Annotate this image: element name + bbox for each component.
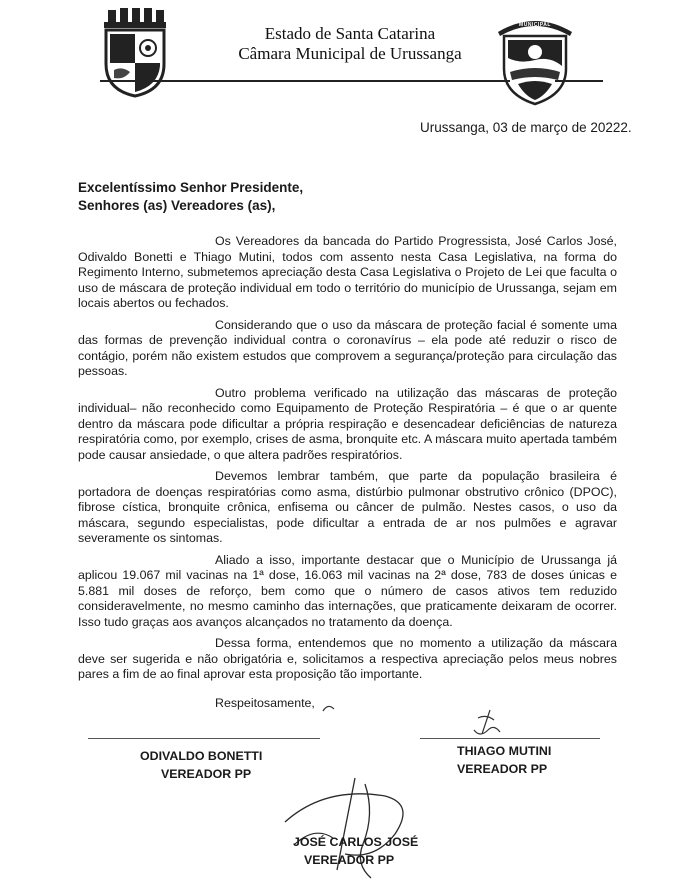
signer-left-role: VEREADOR PP [161,767,252,781]
signer-right-name: THIAGO MUTINI [457,744,552,758]
body-paragraph: Os Vereadores da bancada do Partido Progressista, José Carlos José, Odivaldo Bonetti e Thiago Mutini, todos com assento nesta Casa Legislativa, na forma do Regimento Interno, submetemos apreciação desta Casa Legislativa o Projeto de Lei que faculta o uso de máscara de proteção individual em todo o território do município de Urussanga, sejam em locais abertos ou fechados. [78,234,617,310]
body-paragraph: Aliado a isso, importante destacar que o Município de Urussanga já aplicou 19.067 mil vacinas na 1ª dose, 16.063 mil vacinas na 2ª dose, 783 de doses únicas e 5.881 mil doses de reforço, bem como que o número de casos ativos tem reduzido consideravelmente, no mesmo caminho das internações, que praticamente deixaram de ocorrer. Isso tudo graças aos avanços alcançados no tratamento da doença. [78,552,617,629]
signature-line-left [88,738,320,739]
closing-mark-icon [322,700,336,718]
signer-right-role: VEREADOR PP [457,762,548,776]
state-name: Estado de Santa Catarina [264,24,436,43]
signer-left-name: ODIVALDO BONETTI [140,749,263,763]
seal-text: PODER LEGISLATIVO MUNICIPAL [504,16,566,28]
body-paragraph: Considerando que o uso da máscara de proteção facial é somente uma das formas de prevenção individual contra o coronavírus – ela pode até reduzir o risco de contágio, porém não existem estudos que comprovem a segurança/proteção para circulação das pessoas. [78,317,617,378]
legislative-seal-icon [490,14,580,106]
signer-bottom-name: JOSÉ CARLOS JOSÉ [293,835,419,849]
signer-bottom-role: VEREADOR PP [304,853,395,867]
signature-bottom-scribble-icon [275,774,425,889]
salutation-line-2: Senhores (as) Vereadores (as), [78,198,276,213]
header-divider-left [100,80,510,82]
signature-right-scribble-icon [460,708,510,747]
body-paragraph: Outro problema verificado na utilização das máscaras de proteção individual– não reconhecido como Equipamento de Proteção Respiratória – é que o ar quente dentro da máscara pode dificultar a própria respiração e desencadear deficiências de natureza respiratória como, por exemplo, crises de asma, bronquite etc. A máscara muito apertada também pode causar ansiedade, o que altera padrões respiratórios. [78,385,617,462]
document-date: Urussanga, 03 de março de 20222. [420,120,632,135]
closing-text: Respeitosamente, [215,696,315,710]
header-divider-right [555,80,603,82]
signature-line-right [420,738,600,739]
salutation-line-1: Excelentíssimo Senhor Presidente, [78,180,304,195]
body-paragraph: Devemos lembrar também, que parte da população brasileira é portadora de doenças respiratórias como asma, distúrbio pulmonar obstrutivo crônico (DPOC), fibrose cística, bronquite crônica, enfisema ou câncer de pulmão. Nestes casos, o uso da máscara, segundo especialistas, pode dificultar a entrada de ar nos pulmões e agravar severamente os sintomas. [78,469,617,545]
coat-of-arms-icon [100,8,170,98]
document-body [78,234,617,689]
chamber-name: Câmara Municipal de Urussanga [238,44,462,63]
body-paragraph: Dessa forma, entendemos que no momento a utilização da máscara deve ser sugerida e não obrigatória e, solicitamos a respectiva apreciação pelos meus nobres pares a fim de ao final aprovar esta proposição tão importante. [78,636,617,681]
